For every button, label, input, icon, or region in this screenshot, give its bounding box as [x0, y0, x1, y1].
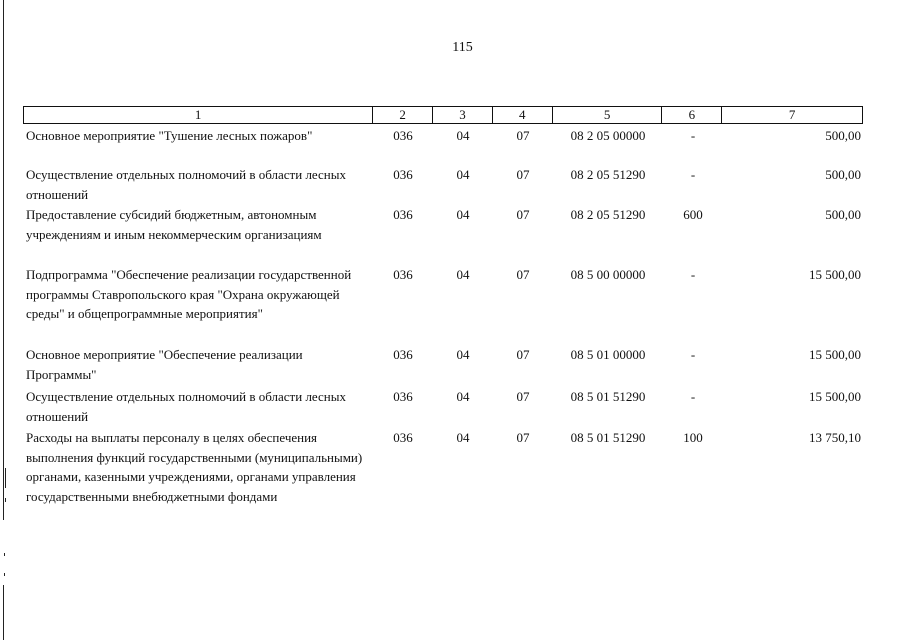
- row-code-target: 08 5 01 51290: [570, 430, 646, 445]
- column-header-2: 2: [373, 107, 433, 123]
- row-code-subsection: 07: [516, 347, 530, 362]
- row-code-section: 04: [456, 347, 470, 362]
- row-amount: 15 500,00: [809, 389, 861, 404]
- row-name: Осуществление отдельных полномочий в области лесных отношений: [26, 167, 346, 202]
- row-code-subsection: 07: [516, 128, 530, 143]
- table-row: [23, 165, 863, 204]
- column-header-5: 5: [553, 107, 663, 123]
- row-code-target: 08 2 05 51290: [570, 207, 646, 222]
- row-name: Подпрограмма "Обеспечение реализации государственной программы Ставропольского края "Охрана окружающей среды" и общепрограммные мероприятия": [26, 267, 352, 321]
- row-code-expense-type: 100: [683, 430, 703, 445]
- column-header-6: 6: [662, 107, 722, 123]
- row-code-subsection: 07: [516, 167, 530, 182]
- row-code-section: 04: [456, 389, 470, 404]
- table-header: [23, 106, 863, 124]
- row-name: Основное мероприятие "Обеспечение реализации Программы": [26, 347, 303, 382]
- row-code-target: 08 5 00 00000: [570, 267, 646, 282]
- row-code-ministry: 036: [393, 167, 413, 182]
- row-code-ministry: 036: [393, 207, 413, 222]
- scan-edge-mark: [3, 585, 4, 640]
- row-code-subsection: 07: [516, 207, 530, 222]
- scan-edge-mark: [5, 468, 6, 488]
- row-code-expense-type: -: [690, 128, 696, 143]
- table-row: [23, 387, 863, 426]
- row-code-ministry: 036: [393, 267, 413, 282]
- table-row: [23, 265, 863, 324]
- row-code-ministry: 036: [393, 389, 413, 404]
- column-header-7: 7: [788, 107, 796, 122]
- row-name: Осуществление отдельных полномочий в области лесных отношений: [26, 389, 346, 424]
- row-code-section: 04: [456, 207, 470, 222]
- row-name: Расходы на выплаты персоналу в целях обеспечения выполнения функций государственными (муниципальными) органами, казенными учреждениями, органами управления государственными внебюджетными фондами: [26, 430, 363, 504]
- row-code-expense-type: -: [690, 167, 696, 182]
- column-header-4: 4: [493, 107, 553, 123]
- row-amount: 15 500,00: [809, 267, 861, 282]
- table-row: [23, 205, 863, 244]
- row-code-ministry: 036: [393, 347, 413, 362]
- row-name: Предоставление субсидий бюджетным, автономным учреждениям и иным некоммерческим организациям: [26, 207, 322, 242]
- scan-edge-mark: [4, 573, 5, 576]
- scan-edge-mark: [3, 0, 4, 520]
- row-amount: 500,00: [825, 207, 861, 222]
- page-number: 115: [452, 40, 473, 55]
- row-code-section: 04: [456, 167, 470, 182]
- column-header-1: 1: [24, 107, 373, 123]
- row-amount: 500,00: [825, 167, 861, 182]
- row-code-expense-type: -: [690, 267, 696, 282]
- table-row: [23, 345, 863, 384]
- row-amount: 15 500,00: [809, 347, 861, 362]
- table-row: [23, 126, 863, 146]
- row-amount: 13 750,10: [809, 430, 861, 445]
- column-header-3: 3: [433, 107, 493, 123]
- row-code-target: 08 5 01 51290: [570, 389, 646, 404]
- scan-edge-mark: [5, 498, 6, 502]
- row-name: Основное мероприятие "Тушение лесных пожаров": [26, 128, 313, 143]
- row-code-expense-type: 600: [683, 207, 703, 222]
- row-code-expense-type: -: [690, 389, 696, 404]
- row-code-section: 04: [456, 430, 470, 445]
- row-code-target: 08 5 01 00000: [570, 347, 646, 362]
- row-code-ministry: 036: [393, 430, 413, 445]
- row-code-target: 08 2 05 00000: [570, 128, 646, 143]
- row-code-subsection: 07: [516, 430, 530, 445]
- row-code-target: 08 2 05 51290: [570, 167, 646, 182]
- row-code-ministry: 036: [393, 128, 413, 143]
- row-code-section: 04: [456, 128, 470, 143]
- row-code-expense-type: -: [690, 347, 696, 362]
- row-code-section: 04: [456, 267, 470, 282]
- table-row: [23, 428, 863, 506]
- scan-edge-mark: [4, 553, 5, 556]
- row-code-subsection: 07: [516, 389, 530, 404]
- row-code-subsection: 07: [516, 267, 530, 282]
- row-amount: 500,00: [825, 128, 861, 143]
